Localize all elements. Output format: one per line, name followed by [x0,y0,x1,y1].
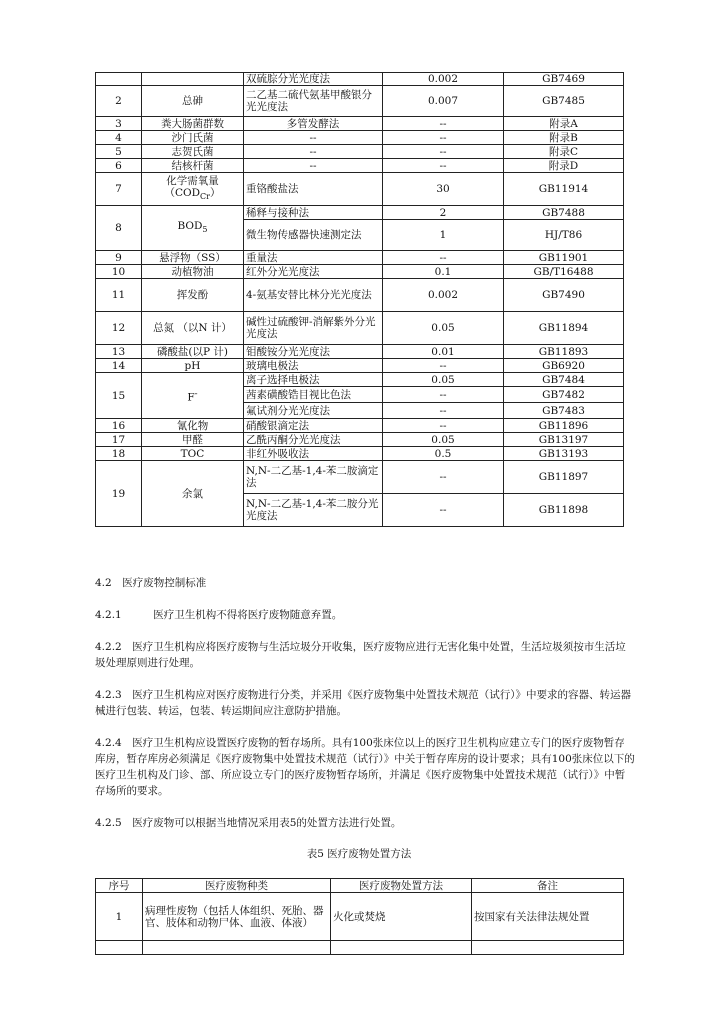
detection-limit: 2 [383,206,504,220]
analysis-method: -- [244,131,383,145]
table-row [96,345,624,359]
item-name: 总砷 [142,86,244,117]
row-number: 18 [96,447,142,461]
table-caption: 表5 医疗废物处置方法 [306,848,412,860]
paragraph-4-2-3: 4.2.3 医疗卫生机构应对医疗废物进行分类，并采用《医疗废物集中处置技术规范（试行）》中要求的容器、转运器械进行包装、转运，包装、转运期间应注意防护措施。 [95,689,631,717]
standard-code: 附录A [504,117,624,131]
item-name: 氰化物 [142,419,244,433]
standard-code: GB13193 [504,447,624,461]
item-name: TOC [142,447,244,461]
standard-code: HJ/T86 [504,220,624,251]
standard-code: GB13197 [504,433,624,447]
row-number: 19 [96,461,142,527]
detection-limit: 0.05 [383,312,504,345]
standard-code: GB7484 [504,373,624,387]
item-name: 余氯 [142,461,244,527]
item-name [142,206,244,251]
standard-code: GB7482 [504,387,624,403]
table-row [96,893,624,941]
item-name-text: F [187,391,195,404]
table-row [96,433,624,447]
analysis-method: 4-氨基安替比林分光光度法 [244,279,383,312]
table-row [96,279,624,312]
item-name: 动植物油 [142,265,244,279]
analysis-method: 乙酰丙酮分光光度法 [244,433,383,447]
table-row [96,206,624,220]
row-number: 7 [96,173,142,206]
detection-limit: 0.002 [383,73,504,86]
detection-limit: -- [383,387,504,403]
row-number: 1 [96,893,143,941]
detection-limit: 0.007 [383,86,504,117]
pollutant-analysis-table [95,72,624,527]
analysis-method: 二乙基二硫代氨基甲酸银分光光度法 [244,86,383,117]
analysis-method: N,N-二乙基-1,4-苯二胺分光光度法 [244,494,383,527]
analysis-method: 钼酸铵分光光度法 [244,345,383,359]
item-name-line2: （COD [164,186,201,199]
detection-limit: 0.1 [383,265,504,279]
table-row [96,86,624,117]
item-name: 沙门氏菌 [142,131,244,145]
item-name: 磷酸盐(以P 计) [142,345,244,359]
row-number: 4 [96,131,142,145]
detection-limit: 1 [383,220,504,251]
disposal-method: 火化或焚烧 [331,893,472,941]
standard-code: GB11893 [504,345,624,359]
detection-limit: -- [383,117,504,131]
standard-code: GB11901 [504,251,624,265]
table-row [96,159,624,173]
row-number: 16 [96,419,142,433]
row-number [96,73,142,86]
standard-code: GB11898 [504,494,624,527]
paragraph-4-2-2: 4.2.2 医疗卫生机构应将医疗废物与生活垃圾分开收集，医疗废物应进行无害化集中处置，生活垃圾须按市生活垃圾处理原则进行处理。 [95,641,626,669]
table-header-row [96,879,624,893]
analysis-method: 碱性过硫酸钾-消解紫外分光光度法 [244,312,383,345]
analysis-method: 玻璃电极法 [244,359,383,373]
standard-code: 附录C [504,145,624,159]
header-no: 序号 [96,879,143,893]
standard-code: GB6920 [504,359,624,373]
header-waste-type: 医疗废物种类 [143,879,331,893]
item-name: 志贺氏菌 [142,145,244,159]
row-number: 8 [96,206,142,251]
item-name: 结核杆菌 [142,159,244,173]
standard-code: GB11897 [504,461,624,494]
detection-limit: -- [383,159,504,173]
item-name-close: ） [210,186,221,199]
analysis-method: 硝酸银滴定法 [244,419,383,433]
detection-limit: -- [383,251,504,265]
analysis-method: 红外分光光度法 [244,265,383,279]
detection-limit: -- [383,131,504,145]
table-row [96,145,624,159]
table-row [96,251,624,265]
analysis-method: 重铬酸盐法 [244,173,383,206]
item-name: 总氮 （以N 计） [142,312,244,345]
row-number: 10 [96,265,142,279]
detection-limit: 0.5 [383,447,504,461]
item-name: pH [142,359,244,373]
standard-code: GB7488 [504,206,624,220]
row-number: 5 [96,145,142,159]
analysis-method: N,N-二乙基-1,4-苯二胺滴定法 [244,461,383,494]
row-number: 6 [96,159,142,173]
waste-type: 病理性废物（包括人体组织、死胎、器官、肢体和动物尸体、血液、体液） [143,893,331,941]
detection-limit: 0.05 [383,433,504,447]
standard-code: GB/T16488 [504,265,624,279]
row-number: 14 [96,359,142,373]
note: 按国家有关法律法规处置 [472,893,624,941]
row-number: 2 [96,86,142,117]
table-row [96,265,624,279]
table-row [96,461,624,494]
item-name: 悬浮物（SS） [142,251,244,265]
item-name: 粪大肠菌群数 [142,117,244,131]
row-number: 13 [96,345,142,359]
detection-limit: -- [383,403,504,419]
table-row [96,73,624,86]
empty-cell [96,941,143,955]
analysis-method: 微生物传感器快速测定法 [244,220,383,251]
item-name: 挥发酚 [142,279,244,312]
analysis-method: 氟试剂分光光度法 [244,403,383,419]
row-number: 17 [96,433,142,447]
row-number: 15 [96,373,142,419]
item-name [142,173,244,206]
header-note: 备注 [472,879,624,893]
row-number: 12 [96,312,142,345]
paragraph-4-2-1: 4.2.1 医疗卫生机构不得将医疗废物随意弃置。 [95,609,343,621]
standard-code: GB7483 [504,403,624,419]
item-name-text: BOD [177,219,203,232]
detection-limit: -- [383,359,504,373]
item-name [142,373,244,419]
paragraph-4-2-5: 4.2.5 医疗废物可以根据当地情况采用表5的处置方法进行处置。 [95,817,402,829]
table-row [96,131,624,145]
standard-code: GB7485 [504,86,624,117]
analysis-method: -- [244,145,383,159]
item-subscript: Cr [200,192,210,202]
detection-limit: 30 [383,173,504,206]
table-row [96,359,624,373]
empty-cell [472,941,624,955]
standard-code: GB7469 [504,73,624,86]
table-row [96,373,624,387]
detection-limit: -- [383,494,504,527]
table-row [96,941,624,955]
table-row [96,173,624,206]
row-number: 11 [96,279,142,312]
empty-cell [143,941,331,955]
analysis-method: 非红外吸收法 [244,447,383,461]
analysis-method: 重量法 [244,251,383,265]
detection-limit: -- [383,461,504,494]
header-disposal-method: 医疗废物处置方法 [331,879,472,893]
standard-code: 附录D [504,159,624,173]
analysis-method: 双硫腙分光光度法 [244,73,383,86]
table-row [96,312,624,345]
standard-code: GB7490 [504,279,624,312]
analysis-method: 离子选择电极法 [244,373,383,387]
detection-limit: 0.002 [383,279,504,312]
standard-code: GB11896 [504,419,624,433]
paragraph-4-2-4: 4.2.4 医疗卫生机构应设置医疗废物的暂存场所。具有100张床位以上的医疗卫生机构应建立专门的医疗废物暂存库房，暂存库房必须满足《医疗废物集中处置技术规范（试行）》中关于暂存库房的设计要求；具有100张床位以下的医疗卫生机构及门诊、部、所应设立专门的医疗废物暂存场所，并满足《医疗废物集中处置技术规范（试行）》中暂存场所的要求。 [95,737,635,797]
standard-code: 附录B [504,131,624,145]
table-row [96,419,624,433]
analysis-method: 多管发酵法 [244,117,383,131]
analysis-method: 茜素磺酸锆目视比色法 [244,387,383,403]
analysis-method: -- [244,159,383,173]
standard-code: GB11894 [504,312,624,345]
table-row [96,117,624,131]
row-number: 9 [96,251,142,265]
item-subscript: 5 [202,225,208,235]
table-row [96,447,624,461]
detection-limit: -- [383,145,504,159]
item-name-line1: 化学需氧量 [166,174,219,187]
detection-limit: -- [383,419,504,433]
item-name [142,73,244,86]
analysis-method: 稀释与接种法 [244,206,383,220]
item-name: 甲醛 [142,433,244,447]
medical-waste-disposal-table [95,878,624,955]
item-superscript: - [194,388,198,399]
row-number: 3 [96,117,142,131]
section-heading: 4.2 医疗废物控制标准 [95,577,207,589]
detection-limit: 0.05 [383,373,504,387]
empty-cell [331,941,472,955]
detection-limit: 0.01 [383,345,504,359]
standard-code: GB11914 [504,173,624,206]
